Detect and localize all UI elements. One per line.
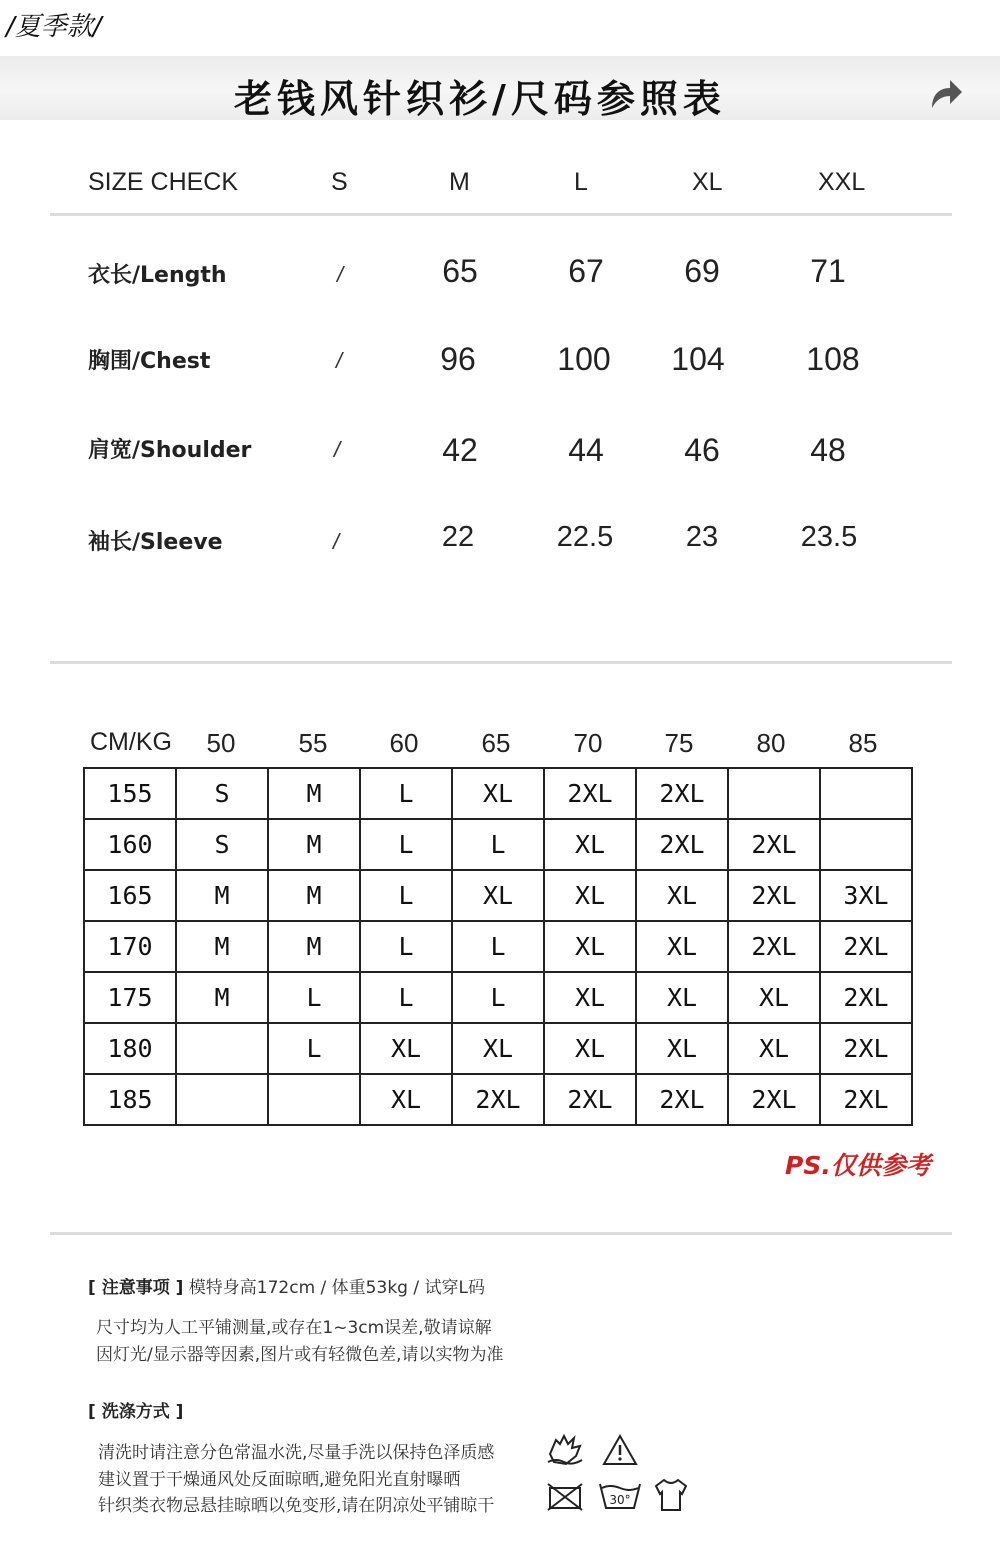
cell-shoulder-xl: 46: [684, 432, 720, 468]
size-cell: XL: [636, 870, 728, 921]
size-cell: 2XL: [820, 921, 912, 972]
size-cell: XL: [728, 1023, 820, 1074]
washing-line: 清洗时请注意分色常温水洗,尽量手洗以保持色泽质感: [98, 1443, 495, 1463]
size-cell: L: [268, 972, 360, 1023]
size-cell: L: [360, 819, 452, 870]
size-cell: 2XL: [728, 819, 820, 870]
size-cell: XL: [452, 768, 544, 819]
size-cell: 2XL: [636, 768, 728, 819]
washing-heading: [ 洗涤方式 ]: [88, 1402, 184, 1422]
size-cell: XL: [636, 921, 728, 972]
size-cell: XL: [636, 1023, 728, 1074]
size-cell: [268, 1074, 360, 1125]
table-row: [84, 768, 912, 819]
size-cell: M: [176, 921, 268, 972]
size-cell: L: [360, 921, 452, 972]
table-row: [84, 972, 912, 1023]
size-cell: M: [176, 870, 268, 921]
cell-shoulder-m: 42: [442, 432, 478, 468]
size-cell: [820, 819, 912, 870]
size-cell: 2XL: [728, 1074, 820, 1125]
table-row: [84, 921, 912, 972]
cell-sleeve-xl: 23: [685, 521, 719, 553]
size-check-header: SIZE CHECK: [88, 168, 239, 196]
weight-header: 75: [664, 728, 694, 758]
cell-sleeve-l: 22.5: [556, 521, 614, 553]
row-label-shoulder: 肩宽/Shoulder: [88, 438, 252, 463]
cell-chest-m: 96: [440, 341, 476, 377]
size-cell: [176, 1023, 268, 1074]
size-cell: M: [176, 972, 268, 1023]
table-row: [84, 819, 912, 870]
size-cell: 2XL: [820, 972, 912, 1023]
size-cell: XL: [452, 1023, 544, 1074]
weight-header: 65: [481, 728, 511, 758]
weight-header: 50: [206, 728, 236, 758]
model-info: 模特身高172cm / 体重53kg / 试穿L码: [188, 1278, 485, 1298]
row-label-sleeve: 袖长/Sleeve: [88, 530, 223, 555]
size-cell: 2XL: [636, 1074, 728, 1125]
size-cell: M: [268, 921, 360, 972]
cell-length-xl: 69: [684, 253, 720, 289]
size-cell: XL: [452, 870, 544, 921]
size-cell: [728, 768, 820, 819]
row-label-length: 衣长/Length: [88, 263, 227, 288]
cell-chest-xl: 104: [671, 341, 725, 377]
size-cell: XL: [544, 921, 636, 972]
wash-temp-label: 30°: [609, 1493, 631, 1507]
size-cell: 2XL: [728, 921, 820, 972]
size-cell: XL: [728, 972, 820, 1023]
shirt-icon: [652, 1478, 690, 1512]
grid-corner-label: CM/KG: [90, 728, 172, 756]
size-cell: 2XL: [820, 1023, 912, 1074]
warning-icon: [602, 1434, 638, 1466]
share-icon[interactable]: [926, 74, 964, 112]
size-cell: 3XL: [820, 870, 912, 921]
cell-shoulder-l: 44: [568, 432, 604, 468]
washing-line: 建议置于干燥通风处反面晾晒,避免阳光直射曝晒: [98, 1470, 461, 1490]
size-cell: 2XL: [544, 768, 636, 819]
cell-length-xxl: 71: [810, 253, 846, 289]
size-cell: M: [268, 819, 360, 870]
season-label: /夏季款/: [6, 12, 102, 42]
notes-line: 尺寸均为人工平铺测量,或存在1~3cm误差,敬请谅解: [96, 1318, 492, 1338]
size-header-xl: XL: [692, 168, 723, 196]
do-not-bleach-icon: [546, 1482, 584, 1512]
weight-header: 85: [848, 728, 878, 758]
hand-wash-icon: [546, 1432, 586, 1468]
size-cell: 2XL: [636, 819, 728, 870]
weight-header: 55: [298, 728, 328, 758]
size-cell: XL: [544, 870, 636, 921]
cell-sleeve-m: 22: [441, 521, 475, 553]
height-cell: 175: [84, 972, 176, 1023]
size-cell: 2XL: [544, 1074, 636, 1125]
size-header-xxl: XXL: [818, 168, 866, 196]
size-cell: L: [360, 972, 452, 1023]
cell-shoulder-s: /: [333, 437, 341, 462]
weight-header: 60: [389, 728, 419, 758]
cell-length-m: 65: [442, 253, 478, 289]
size-cell: [820, 768, 912, 819]
height-cell: 170: [84, 921, 176, 972]
height-cell: 155: [84, 768, 176, 819]
size-cell: S: [176, 819, 268, 870]
wash-30-icon: [598, 1478, 642, 1512]
divider: [50, 213, 952, 216]
size-cell: 2XL: [820, 1074, 912, 1125]
table-row: [84, 1023, 912, 1074]
size-header-m: M: [449, 168, 470, 196]
height-cell: 180: [84, 1023, 176, 1074]
washing-line: 针织类衣物忌悬挂晾晒以免变形,请在阴凉处平铺晾干: [98, 1496, 495, 1516]
size-cell: L: [360, 768, 452, 819]
height-cell: 160: [84, 819, 176, 870]
notes-line-model: [88, 1273, 485, 1298]
size-cell: XL: [360, 1023, 452, 1074]
size-cell: XL: [544, 819, 636, 870]
size-cell: L: [268, 1023, 360, 1074]
size-cell: L: [360, 870, 452, 921]
size-cell: [176, 1074, 268, 1125]
height-weight-grid: [83, 767, 913, 1126]
height-cell: 185: [84, 1074, 176, 1125]
size-cell: M: [268, 870, 360, 921]
divider: [50, 661, 952, 664]
page-title: 老钱风针织衫/尺码参照表: [234, 76, 726, 121]
size-cell: XL: [360, 1074, 452, 1125]
size-header-l: L: [574, 168, 588, 196]
cell-chest-l: 100: [557, 341, 611, 377]
cell-shoulder-xxl: 48: [810, 432, 846, 468]
table-row: [84, 1074, 912, 1125]
size-cell: 2XL: [728, 870, 820, 921]
size-header-s: S: [331, 168, 348, 196]
notes-heading: [ 注意事项 ]: [88, 1278, 184, 1298]
cell-chest-xxl: 108: [806, 341, 860, 377]
height-cell: 165: [84, 870, 176, 921]
size-cell: L: [452, 819, 544, 870]
size-cell: S: [176, 768, 268, 819]
notes-line: 因灯光/显示器等因素,图片或有轻微色差,请以实物为准: [96, 1345, 504, 1365]
cell-chest-s: /: [335, 348, 343, 373]
size-cell: XL: [636, 972, 728, 1023]
cell-sleeve-s: /: [332, 529, 340, 554]
weight-header: 80: [756, 728, 786, 758]
size-cell: L: [452, 972, 544, 1023]
table-row: [84, 870, 912, 921]
ps-note: PS.仅供参考: [785, 1151, 931, 1180]
size-cell: XL: [544, 972, 636, 1023]
cell-length-l: 67: [568, 253, 604, 289]
cell-sleeve-xxl: 23.5: [800, 521, 858, 553]
size-cell: 2XL: [452, 1074, 544, 1125]
size-cell: XL: [544, 1023, 636, 1074]
size-cell: L: [452, 921, 544, 972]
size-cell: M: [268, 768, 360, 819]
cell-length-s: /: [336, 262, 344, 287]
row-label-chest: 胸围/Chest: [88, 349, 211, 374]
weight-header: 70: [573, 728, 603, 758]
divider: [50, 1232, 952, 1235]
